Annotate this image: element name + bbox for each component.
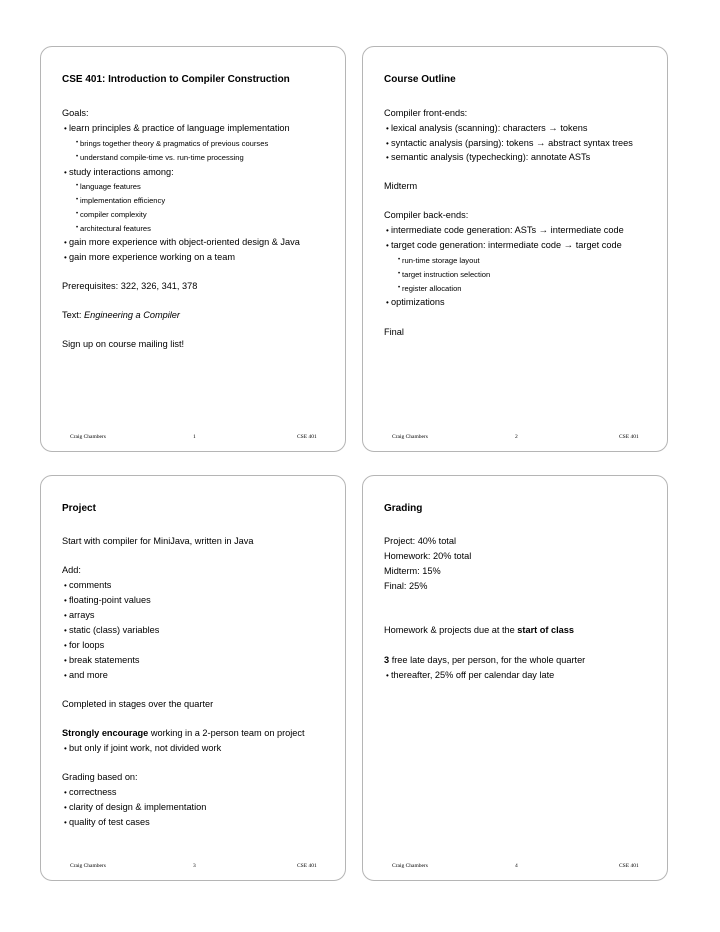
add-item: for loops: [69, 640, 105, 650]
weight-line: Final: 25%: [384, 581, 428, 591]
right-arrow-icon: →: [548, 123, 558, 134]
slide-3: [40, 475, 346, 881]
slide-title: Project: [62, 503, 96, 514]
backend-item: optimizations: [391, 297, 445, 307]
footer-course: CSE 401: [619, 434, 639, 440]
encourage-subitem: but only if joint work, not divided work: [69, 743, 222, 753]
bullet-icon: •: [76, 183, 79, 189]
final-label: Final: [384, 327, 404, 337]
text-label: Text:: [62, 310, 82, 320]
goals-label: Goals:: [62, 108, 89, 118]
footer-page: 2: [515, 434, 518, 440]
goal-item: study interactions among:: [69, 167, 174, 177]
bullet-icon: •: [64, 596, 67, 605]
bullet-icon: •: [386, 671, 389, 680]
footer-course: CSE 401: [297, 434, 317, 440]
footer-author: Craig Chambers: [70, 863, 106, 869]
bullet-icon: •: [64, 788, 67, 797]
interaction-item: language features: [80, 182, 141, 191]
encourage-emphasis: Strongly encourage: [62, 728, 149, 738]
bullet-icon: •: [386, 241, 389, 250]
midterm-label: Midterm: [384, 181, 418, 191]
right-arrow-icon: →: [538, 225, 549, 236]
goal-item: gain more experience working on a team: [69, 252, 235, 262]
grading-item: clarity of design & implementation: [69, 802, 207, 812]
bullet-icon: •: [64, 803, 67, 812]
bullet-icon: •: [386, 298, 389, 307]
bullet-icon: •: [76, 140, 79, 146]
due-emphasis: start of class: [517, 625, 574, 635]
late-text: free late days, per person, for the whole quarter: [391, 655, 586, 665]
frontend-label: Compiler front-ends:: [384, 108, 468, 118]
item-text: intermediate code: [550, 225, 624, 235]
item-text: intermediate code generation: ASTs: [391, 225, 537, 235]
goal-subitem: understand compile-time vs. run-time processing: [80, 153, 244, 162]
bullet-icon: •: [64, 124, 67, 133]
bullet-icon: •: [76, 225, 79, 231]
goal-item: gain more experience with object-oriented design & Java: [69, 237, 300, 247]
start-line: Start with compiler for MiniJava, written in Java: [62, 536, 254, 546]
footer-author: Craig Chambers: [70, 434, 106, 440]
textbook-title: Engineering a Compiler: [83, 310, 180, 320]
add-item: arrays: [69, 610, 95, 620]
bullet-icon: •: [386, 153, 389, 162]
prerequisites: Prerequisites: 322, 326, 341, 378: [62, 281, 198, 291]
add-item: and more: [69, 670, 108, 680]
textbook-line: [62, 310, 180, 321]
interaction-item: implementation efficiency: [80, 196, 166, 205]
footer-page: 1: [193, 434, 196, 440]
slide-title: CSE 401: Introduction to Compiler Construction: [62, 74, 290, 85]
bullet-icon: •: [64, 744, 67, 753]
footer-author: Craig Chambers: [392, 863, 428, 869]
slide-4: [362, 475, 668, 881]
bullet-icon: •: [64, 626, 67, 635]
add-item: static (class) variables: [69, 625, 160, 635]
footer-course: CSE 401: [297, 863, 317, 869]
footer-course: CSE 401: [619, 863, 639, 869]
weight-line: Midterm: 15%: [384, 566, 441, 576]
late-days-count: 3: [384, 655, 390, 665]
item-text: lexical analysis (scanning): characters: [391, 123, 546, 133]
frontend-item: semantic analysis (typechecking): annotate ASTs: [391, 152, 591, 162]
item-text: tokens: [560, 123, 588, 133]
backend-subitem: target instruction selection: [402, 270, 491, 279]
goal-subitem: brings together theory & pragmatics of previous courses: [80, 139, 269, 148]
grading-label: Grading based on:: [62, 772, 138, 782]
item-text: target code: [575, 240, 622, 250]
add-label: Add:: [62, 565, 81, 575]
bullet-icon: •: [386, 124, 389, 133]
footer-author: Craig Chambers: [392, 434, 428, 440]
backend-item: [391, 240, 622, 251]
add-item: break statements: [69, 655, 140, 665]
slide-title: Course Outline: [384, 74, 456, 85]
right-arrow-icon: →: [563, 240, 574, 251]
weight-line: Homework: 20% total: [384, 551, 472, 561]
backend-item: [391, 225, 624, 236]
bullet-icon: •: [398, 257, 401, 263]
encourage-text: working in a 2-person team on project: [150, 728, 305, 738]
footer-page: 3: [193, 863, 196, 869]
bullet-icon: •: [76, 154, 79, 160]
bullet-icon: •: [76, 211, 79, 217]
bullet-icon: •: [64, 611, 67, 620]
interaction-item: architectural features: [80, 224, 151, 233]
backend-subitem: run-time storage layout: [402, 256, 480, 265]
bullet-icon: •: [64, 581, 67, 590]
slide-title: Grading: [384, 503, 423, 514]
item-text: target code generation: intermediate code: [391, 240, 562, 250]
bullet-icon: •: [76, 197, 79, 203]
bullet-icon: •: [386, 139, 389, 148]
slide-2: [362, 46, 668, 452]
bullet-icon: •: [386, 226, 389, 235]
add-item: comments: [69, 580, 112, 590]
bullet-icon: •: [64, 656, 67, 665]
backend-subitem: register allocation: [402, 284, 462, 293]
due-text: Homework & projects due at the: [384, 625, 515, 635]
bullet-icon: •: [64, 641, 67, 650]
encourage-line: [62, 728, 305, 739]
footer-page: 4: [515, 863, 518, 869]
bullet-icon: •: [64, 168, 67, 177]
frontend-item: [391, 123, 587, 134]
completed-line: Completed in stages over the quarter: [62, 699, 214, 709]
slide-1: [40, 46, 346, 452]
item-text: abstract syntax trees: [548, 138, 633, 148]
bullet-icon: •: [64, 818, 67, 827]
grading-item: quality of test cases: [69, 817, 150, 827]
late-subitem: thereafter, 25% off per calendar day late: [391, 670, 555, 680]
late-line: [384, 655, 585, 666]
signup-note: Sign up on course mailing list!: [62, 339, 185, 349]
goal-item: learn principles & practice of language implementation: [69, 123, 290, 133]
frontend-item: [391, 138, 633, 149]
bullet-icon: •: [398, 285, 401, 291]
grading-item: correctness: [69, 787, 117, 797]
bullet-icon: •: [64, 671, 67, 680]
due-line: [384, 625, 574, 636]
item-text: syntactic analysis (parsing): tokens: [391, 138, 534, 148]
bullet-icon: •: [64, 238, 67, 247]
add-item: floating-point values: [69, 595, 151, 605]
bullet-icon: •: [64, 253, 67, 262]
weight-line: Project: 40% total: [384, 536, 457, 546]
interaction-item: compiler complexity: [80, 210, 147, 219]
right-arrow-icon: →: [536, 138, 546, 149]
backend-label: Compiler back-ends:: [384, 210, 469, 220]
bullet-icon: •: [398, 271, 401, 277]
